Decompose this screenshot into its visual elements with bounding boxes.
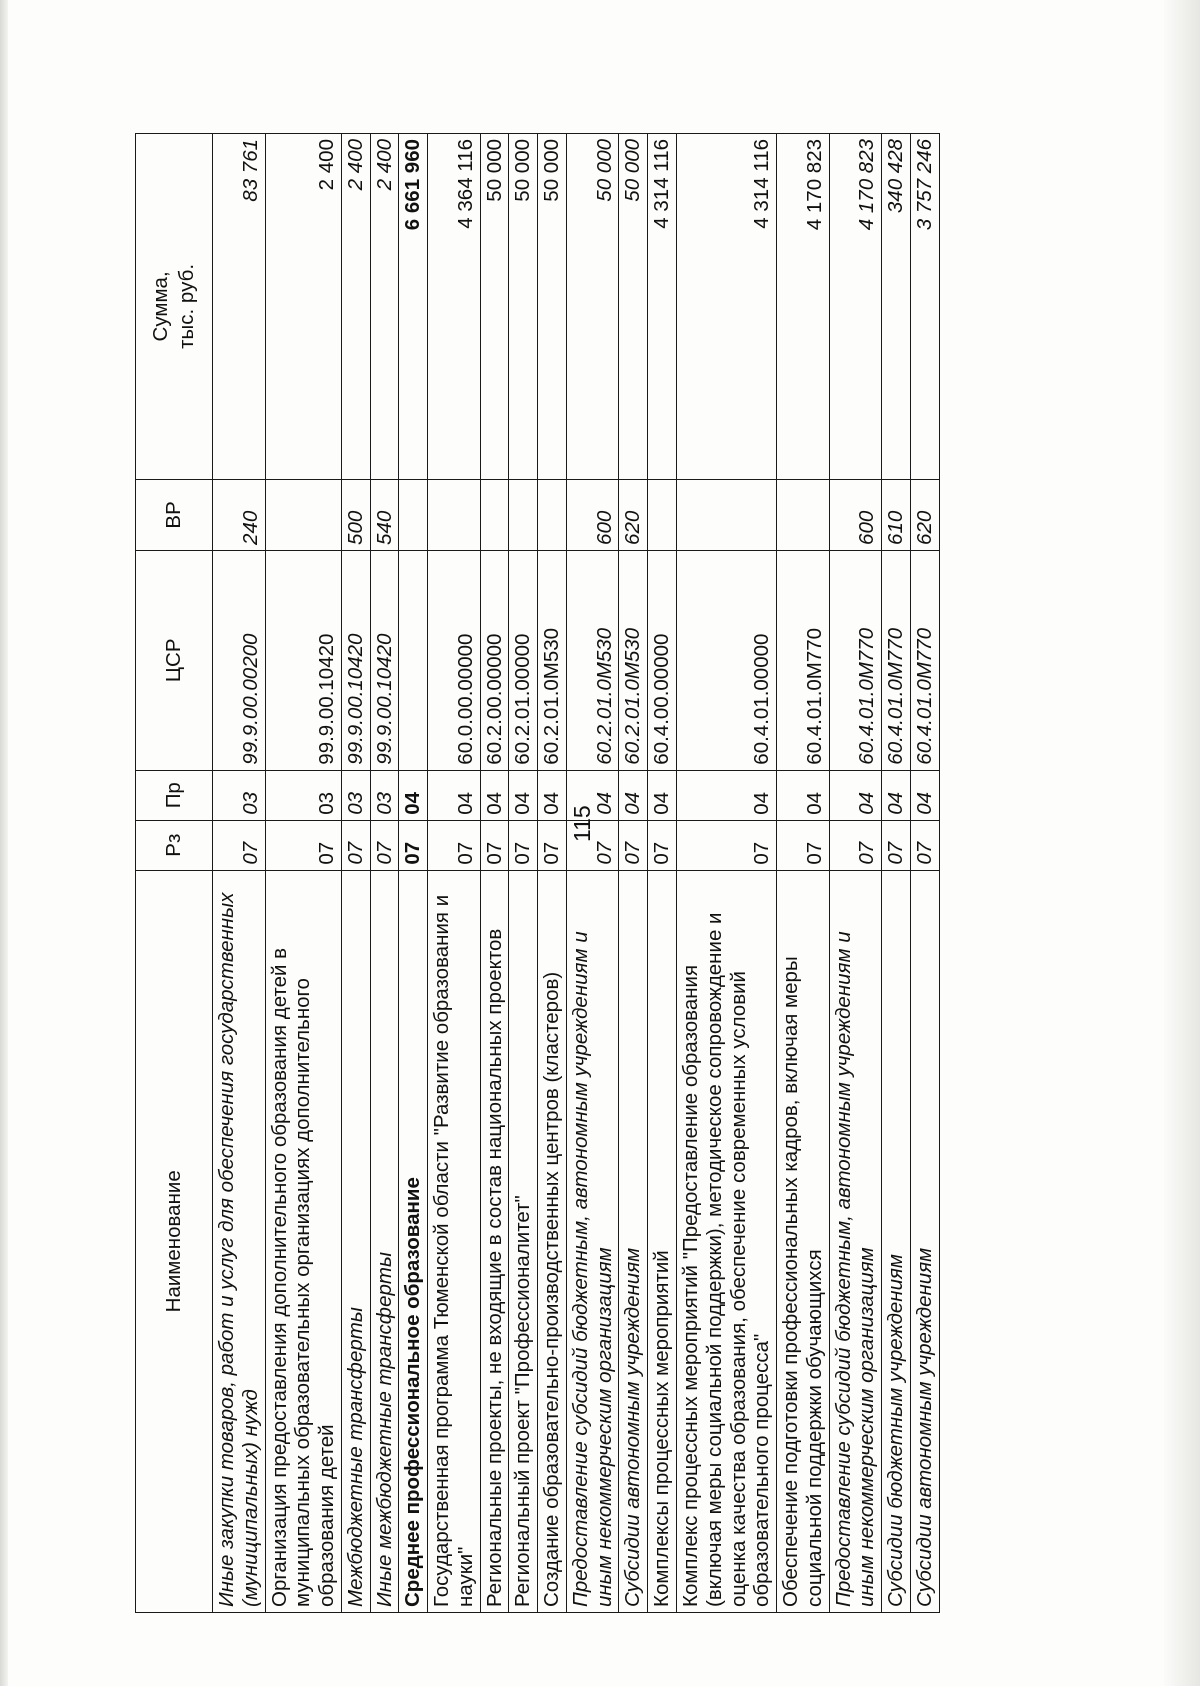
cell-pr: 04 xyxy=(910,770,939,820)
cell-rz: 07 xyxy=(829,820,882,870)
cell-rz: 07 xyxy=(509,820,538,870)
cell-name: Обеспечение подготовки профессиональных кадров, включая меры социальной поддержки обучающихся xyxy=(777,870,830,1612)
cell-sum: 50 000 xyxy=(538,134,567,480)
cell-pr: 04 xyxy=(619,770,648,820)
cell-vr: 620 xyxy=(910,479,939,550)
cell-sum: 4 170 823 xyxy=(829,134,882,480)
table-row xyxy=(265,134,341,1613)
cell-csr: 60.2.01.0М530 xyxy=(538,550,567,770)
cell-vr xyxy=(265,479,341,550)
header-name: Наименование xyxy=(136,870,213,1612)
table-row xyxy=(480,134,509,1613)
header-sum-line1: Сумма, xyxy=(149,271,173,342)
cell-pr: 03 xyxy=(341,770,370,820)
cell-sum: 50 000 xyxy=(619,134,648,480)
table-row xyxy=(882,134,911,1613)
table-row xyxy=(677,134,777,1613)
cell-name: Субсидии автономным учреждениям xyxy=(910,870,939,1612)
cell-name: Предоставление субсидий бюджетным, автономным учреждениям и иным некоммерческим организациям xyxy=(829,870,882,1612)
table-row xyxy=(910,134,939,1613)
cell-vr xyxy=(399,479,428,550)
cell-vr xyxy=(538,479,567,550)
header-sum xyxy=(136,134,213,480)
table-row xyxy=(213,134,266,1613)
cell-pr: 04 xyxy=(538,770,567,820)
cell-vr: 600 xyxy=(829,479,882,550)
cell-vr xyxy=(480,479,509,550)
budget-table-sheet xyxy=(135,133,1068,1613)
header-csr: ЦСР xyxy=(136,550,213,770)
cell-pr: 03 xyxy=(265,770,341,820)
scan-left-shadow xyxy=(0,0,8,1686)
cell-sum: 4 314 116 xyxy=(677,134,777,480)
cell-csr: 60.4.00.00000 xyxy=(648,550,677,770)
cell-sum: 4 170 823 xyxy=(777,134,830,480)
cell-csr: 60.4.01.00000 xyxy=(677,550,777,770)
cell-sum: 4 314 116 xyxy=(648,134,677,480)
table-row xyxy=(538,134,567,1613)
table-row xyxy=(428,134,481,1613)
cell-vr: 600 xyxy=(566,479,619,550)
cell-pr: 04 xyxy=(509,770,538,820)
cell-name: Комплекс процессных мероприятий "Предоставление образования (включая меры социальной поддержки), методическое сопровождение и оценка качества образования, обеспечение современных условий образовательного процесса" xyxy=(677,870,777,1612)
cell-pr: 04 xyxy=(566,770,619,820)
cell-pr: 04 xyxy=(677,770,777,820)
cell-name: Субсидии бюджетным учреждениям xyxy=(882,870,911,1612)
cell-vr xyxy=(777,479,830,550)
cell-vr: 500 xyxy=(341,479,370,550)
cell-csr: 60.2.01.0М530 xyxy=(566,550,619,770)
cell-csr: 60.4.01.0М770 xyxy=(829,550,882,770)
cell-rz: 07 xyxy=(428,820,481,870)
table-row xyxy=(619,134,648,1613)
cell-rz: 07 xyxy=(882,820,911,870)
cell-name: Иные межбюджетные трансферты xyxy=(370,870,399,1612)
cell-sum: 340 428 xyxy=(882,134,911,480)
cell-vr: 540 xyxy=(370,479,399,550)
cell-rz: 07 xyxy=(648,820,677,870)
cell-rz: 07 xyxy=(910,820,939,870)
cell-csr: 99.9.00.10420 xyxy=(265,550,341,770)
cell-sum: 50 000 xyxy=(566,134,619,480)
cell-csr: 60.2.01.0М530 xyxy=(619,550,648,770)
cell-name: Региональные проекты, не входящие в состав национальных проектов xyxy=(480,870,509,1612)
table-row xyxy=(648,134,677,1613)
cell-rz: 07 xyxy=(480,820,509,870)
cell-pr: 03 xyxy=(213,770,266,820)
cell-rz: 07 xyxy=(341,820,370,870)
cell-vr xyxy=(677,479,777,550)
cell-sum: 4 364 116 xyxy=(428,134,481,480)
cell-pr: 04 xyxy=(480,770,509,820)
cell-rz: 07 xyxy=(566,820,619,870)
cell-sum: 2 400 xyxy=(265,134,341,480)
scan-right-edge xyxy=(1164,0,1200,1686)
cell-csr: 60.2.01.00000 xyxy=(509,550,538,770)
header-pr: Пр xyxy=(136,770,213,820)
table-body xyxy=(213,134,940,1613)
table-row xyxy=(566,134,619,1613)
cell-name: Предоставление субсидий бюджетным, автономным учреждениям и иным некоммерческим организациям xyxy=(566,870,619,1612)
cell-vr: 610 xyxy=(882,479,911,550)
cell-pr: 04 xyxy=(648,770,677,820)
table-row xyxy=(399,134,428,1613)
cell-pr: 03 xyxy=(370,770,399,820)
cell-name: Иные закупки товаров, работ и услуг для обеспечения государственных (муниципальных) нужд xyxy=(213,870,266,1612)
page-number: 115 xyxy=(569,805,595,842)
cell-name: Субсидии автономным учреждениям xyxy=(619,870,648,1612)
cell-name: Комплексы процессных мероприятий xyxy=(648,870,677,1612)
budget-table xyxy=(135,133,940,1613)
cell-csr: 99.9.00.10420 xyxy=(370,550,399,770)
table-row xyxy=(341,134,370,1613)
cell-rz: 07 xyxy=(370,820,399,870)
cell-sum: 3 757 246 xyxy=(910,134,939,480)
cell-name: Региональный проект "Профессионалитет" xyxy=(509,870,538,1612)
cell-csr: 99.9.00.00200 xyxy=(213,550,266,770)
cell-name: Межбюджетные трансферты xyxy=(341,870,370,1612)
header-sum-line2: тыс. руб. xyxy=(175,263,198,349)
cell-rz: 07 xyxy=(213,820,266,870)
cell-rz: 07 xyxy=(619,820,648,870)
cell-pr: 04 xyxy=(428,770,481,820)
cell-csr: 60.4.01.0М770 xyxy=(882,550,911,770)
cell-csr: 99.9.00.10420 xyxy=(341,550,370,770)
cell-csr xyxy=(399,550,428,770)
cell-rz: 07 xyxy=(538,820,567,870)
cell-rz: 07 xyxy=(399,820,428,870)
cell-rz: 07 xyxy=(677,820,777,870)
cell-csr: 60.4.01.0М770 xyxy=(910,550,939,770)
cell-pr: 04 xyxy=(829,770,882,820)
cell-name: Государственная программа Тюменской области "Развитие образования и науки" xyxy=(428,870,481,1612)
cell-rz: 07 xyxy=(265,820,341,870)
table-row xyxy=(777,134,830,1613)
cell-sum: 50 000 xyxy=(509,134,538,480)
cell-name: Организация предоставления дополнительного образования детей в муниципальных образовательных организациях дополнительного образования детей xyxy=(265,870,341,1612)
cell-pr: 04 xyxy=(882,770,911,820)
table-row xyxy=(370,134,399,1613)
table-row xyxy=(829,134,882,1613)
header-vr: ВР xyxy=(136,479,213,550)
table-header-row xyxy=(136,134,213,1613)
cell-sum: 50 000 xyxy=(480,134,509,480)
cell-csr: 60.2.00.00000 xyxy=(480,550,509,770)
cell-sum: 2 400 xyxy=(370,134,399,480)
cell-vr: 620 xyxy=(619,479,648,550)
cell-vr xyxy=(648,479,677,550)
table-row xyxy=(509,134,538,1613)
cell-vr: 240 xyxy=(213,479,266,550)
cell-csr: 60.4.01.0М770 xyxy=(777,550,830,770)
cell-pr: 04 xyxy=(777,770,830,820)
cell-name: Среднее профессиональное образование xyxy=(399,870,428,1612)
cell-pr: 04 xyxy=(399,770,428,820)
cell-sum: 2 400 xyxy=(341,134,370,480)
cell-csr: 60.0.00.00000 xyxy=(428,550,481,770)
cell-sum: 83 761 xyxy=(213,134,266,480)
cell-sum: 6 661 960 xyxy=(399,134,428,480)
header-rz: Рз xyxy=(136,820,213,870)
cell-vr xyxy=(428,479,481,550)
cell-name: Создание образовательно-производственных центров (кластеров) xyxy=(538,870,567,1612)
cell-vr xyxy=(509,479,538,550)
cell-rz: 07 xyxy=(777,820,830,870)
